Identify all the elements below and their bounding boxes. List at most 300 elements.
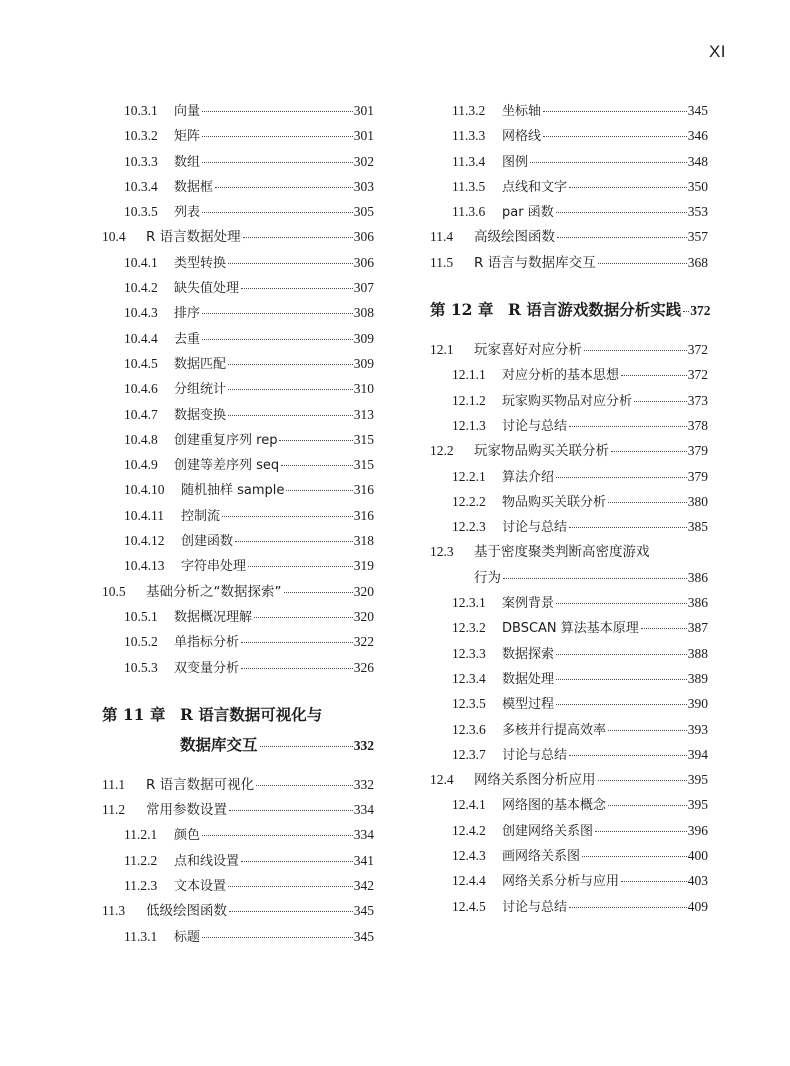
toc-entry-page: 350	[687, 178, 708, 194]
toc-entry-page: 387	[687, 620, 708, 636]
toc-leader-dots	[286, 490, 352, 491]
toc-leader-dots	[202, 313, 353, 314]
toc-subsection-entry	[430, 174, 708, 199]
toc-entry-title: 创建等差序列 seq	[174, 458, 280, 474]
toc-subsection-entry	[430, 98, 708, 123]
toc-leader-dots	[556, 679, 687, 680]
toc-entry-title: 画网络关系图	[502, 849, 581, 865]
toc-entry-number: 12.3.6	[452, 721, 486, 737]
toc-entry-title: 字符串处理	[181, 559, 247, 575]
toc-leader-dots	[228, 415, 353, 416]
toc-entry-number: 10.4.7	[124, 406, 158, 422]
toc-leader-dots	[569, 426, 687, 427]
toc-entry-page: 389	[687, 670, 708, 686]
toc-entry-title: 玩家购买物品对应分析	[502, 393, 633, 409]
toc-subsection-entry	[102, 250, 374, 275]
toc-entry-title: R 语言数据可视化与	[180, 704, 323, 724]
toc-entry-title: 讨论与总结	[502, 899, 568, 915]
toc-leader-dots	[556, 654, 687, 655]
toc-subsection-entry	[102, 149, 374, 174]
toc-entry-title: 双变量分析	[174, 660, 240, 676]
toc-entry-title: 随机抽样 sample	[181, 483, 285, 499]
toc-entry-page: 357	[687, 229, 708, 245]
toc-entry-page: 318	[353, 533, 374, 549]
toc-entry-page: 301	[353, 103, 374, 118]
toc-entry-page: 393	[687, 721, 708, 737]
toc-entry-title: 基础分析之“数据探索”	[146, 583, 282, 600]
toc-entry-title: 数组	[174, 154, 201, 170]
toc-entry-title: 创建函数	[181, 534, 234, 550]
toc-entry-title: 数据变换	[174, 407, 227, 423]
toc-section-entry	[102, 898, 374, 923]
toc-section-entry	[430, 565, 708, 590]
toc-entry-title: 数据处理	[502, 671, 555, 687]
toc-entry-number: 12.2	[430, 443, 454, 459]
toc-entry-number: 11.3.2	[452, 103, 486, 118]
toc-entry-title: DBSCAN 算法基本原理	[502, 621, 639, 637]
toc-entry-title: 数据概况理解	[174, 609, 253, 625]
toc-entry-page: 372	[687, 342, 708, 358]
toc-entry-number: 10.4.12	[124, 533, 165, 549]
toc-entry-title: 基于密度聚类判断高密度游戏	[474, 544, 650, 561]
toc-subsection-entry	[430, 641, 708, 666]
toc-subsection-entry	[430, 464, 708, 489]
toc-entry-number: 10.3.4	[124, 178, 158, 194]
toc-subsection-entry	[102, 848, 374, 873]
toc-entry-number: 10.3.3	[124, 153, 158, 169]
toc-leader-dots	[683, 311, 689, 312]
toc-leader-dots	[202, 835, 353, 836]
toc-entry-number: 11.2	[102, 802, 126, 818]
toc-entry-page: 332	[353, 737, 374, 753]
toc-entry-page: 320	[353, 583, 374, 599]
toc-entry-page: 345	[687, 103, 708, 118]
toc-leader-dots	[569, 527, 687, 528]
toc-leader-dots	[202, 136, 353, 137]
toc-leader-dots	[641, 628, 687, 629]
toc-entry-title: 分组统计	[174, 382, 227, 398]
toc-entry-page: 395	[687, 772, 708, 788]
toc-entry-page: 309	[353, 355, 374, 371]
toc-subsection-entry	[102, 924, 374, 949]
toc-entry-title: R 语言数据可视化	[146, 776, 255, 793]
toc-entry-page: 310	[353, 381, 374, 397]
toc-subsection-entry	[430, 590, 708, 615]
toc-subsection-entry	[430, 894, 708, 919]
toc-entry-page: 302	[353, 153, 374, 169]
toc-leader-dots	[260, 746, 353, 747]
toc-entry-number: 12.4.2	[452, 822, 486, 838]
toc-section-entry	[430, 224, 708, 249]
toc-leader-dots	[254, 617, 353, 618]
toc-entry-page: 385	[687, 519, 708, 535]
toc-entry-page: 396	[687, 822, 708, 838]
toc-leader-dots	[229, 911, 353, 912]
toc-leader-dots	[248, 566, 353, 567]
toc-entry-number: 11.2.3	[124, 878, 158, 894]
toc-entry-title: 低级绘图函数	[146, 903, 227, 920]
toc-subsection-entry	[430, 514, 708, 539]
toc-leader-dots	[202, 162, 353, 163]
toc-entry-number: 12.4.4	[452, 873, 486, 889]
toc-section-entry	[430, 767, 708, 792]
toc-entry-number: 11.3.5	[452, 178, 486, 194]
toc-leader-dots	[608, 805, 687, 806]
toc-entry-number: 10.3.1	[124, 103, 158, 118]
toc-entry-page: 372	[687, 367, 708, 383]
toc-entry-title: par 函数	[502, 205, 554, 221]
toc-entry-number: 10.3.5	[124, 204, 158, 220]
toc-entry-page: 388	[687, 645, 708, 661]
toc-entry-number: 10.4.3	[124, 305, 158, 321]
toc-leader-dots	[543, 111, 687, 112]
toc-subsection-entry	[430, 666, 708, 691]
toc-entry-number: 12.2.2	[452, 493, 486, 509]
toc-section-entry	[430, 438, 708, 463]
toc-entry-number: 10.4.4	[124, 330, 158, 346]
toc-entry-number: 10.4.8	[124, 431, 158, 447]
toc-entry-number: 10.4.6	[124, 381, 158, 397]
toc-entry-number: 10.5	[102, 583, 126, 599]
toc-leader-dots	[243, 237, 353, 238]
toc-entry-number: 10.5.3	[124, 659, 158, 675]
toc-subsection-entry	[102, 528, 374, 553]
toc-leader-dots	[279, 440, 352, 441]
toc-entry-page: 345	[353, 928, 374, 944]
toc-entry-number: 12.1.1	[452, 367, 486, 383]
toc-leader-dots	[241, 642, 353, 643]
toc-entry-title: 数据库交互	[180, 734, 258, 754]
toc-entry-page: 409	[687, 898, 708, 914]
toc-leader-dots	[556, 603, 687, 604]
toc-entry-number: 10.4	[102, 229, 126, 245]
toc-leader-dots	[228, 886, 353, 887]
toc-entry-number: 第 12 章	[430, 300, 494, 320]
toc-subsection-entry	[430, 792, 708, 817]
toc-subsection-entry	[102, 326, 374, 351]
toc-leader-dots	[556, 212, 687, 213]
toc-subsection-entry	[102, 629, 374, 654]
toc-subsection-entry	[102, 655, 374, 680]
toc-entry-title: 玩家喜好对应分析	[474, 342, 582, 359]
toc-entry-title: 文本设置	[174, 879, 227, 895]
toc-entry-page: 306	[353, 229, 374, 245]
toc-leader-dots	[228, 263, 353, 264]
toc-entry-number: 10.4.13	[124, 558, 165, 574]
toc-entry-page: 386	[687, 595, 708, 611]
toc-entry-page: 400	[687, 848, 708, 864]
toc-entry-page: 313	[353, 406, 374, 422]
toc-entry-number: 11.3.3	[452, 128, 486, 144]
toc-entry-page: 348	[687, 153, 708, 169]
toc-entry-title: 网格线	[502, 129, 542, 145]
toc-entry-number: 11.3	[102, 903, 126, 919]
toc-entry-title: 去重	[174, 331, 201, 347]
toc-leader-dots	[235, 541, 353, 542]
toc-leader-dots	[202, 212, 353, 213]
toc-entry-page: 319	[353, 558, 374, 574]
toc-entry-page: 320	[353, 608, 374, 624]
toc-entry-number: 11.3.4	[452, 153, 486, 169]
toc-leader-dots	[241, 668, 353, 669]
toc-subsection-entry	[430, 123, 708, 148]
toc-subsection-entry	[430, 742, 708, 767]
toc-section-entry	[430, 337, 708, 362]
toc-entry-page: 306	[353, 254, 374, 270]
toc-entry-number: 12.2.1	[452, 468, 486, 484]
toc-entry-title: 数据探索	[502, 646, 555, 662]
toc-subsection-entry	[102, 553, 374, 578]
toc-entry-title: 点和线设置	[174, 853, 240, 869]
toc-subsection-entry	[430, 818, 708, 843]
toc-right-column	[430, 98, 711, 919]
toc-section-entry	[102, 772, 374, 797]
toc-subsection-entry	[102, 123, 374, 148]
toc-subsection-entry	[102, 873, 374, 898]
toc-subsection-entry	[102, 199, 374, 224]
toc-leader-dots	[215, 187, 353, 188]
toc-entry-number: 12.4.3	[452, 848, 486, 864]
toc-entry-title: 网络关系分析与应用	[502, 874, 620, 890]
toc-entry-number: 12.3.3	[452, 645, 486, 661]
toc-entry-title: 创建网络关系图	[502, 823, 594, 839]
toc-entry-title: 讨论与总结	[502, 520, 568, 536]
toc-entry-number: 10.4.10	[124, 482, 165, 498]
toc-entry-title: 物品购买关联分析	[502, 494, 607, 510]
toc-entry-title: 数据框	[174, 179, 214, 195]
toc-subsection-entry	[102, 275, 374, 300]
toc-entry-title: 模型过程	[502, 697, 555, 713]
toc-entry-number: 11.2.2	[124, 852, 158, 868]
toc-entry-title: 案例背景	[502, 596, 555, 612]
toc-entry-page: 316	[353, 507, 374, 523]
toc-entry-title: 对应分析的基本思想	[502, 368, 620, 384]
toc-subsection-entry	[102, 503, 374, 528]
toc-leader-dots	[598, 263, 687, 264]
toc-entry-page: 334	[353, 827, 374, 843]
toc-entry-page: 386	[687, 569, 708, 585]
toc-leader-dots	[569, 755, 687, 756]
toc-subsection-entry	[102, 300, 374, 325]
toc-entry-page: 309	[353, 330, 374, 346]
toc-entry-number: 12.4	[430, 772, 454, 788]
toc-entry-title: 坐标轴	[502, 104, 542, 119]
toc-leader-dots	[556, 704, 687, 705]
toc-section-entry	[430, 250, 708, 275]
toc-entry-number: 11.3.1	[124, 928, 158, 944]
toc-leader-dots	[634, 401, 687, 402]
toc-entry-title: R 语言与数据库交互	[474, 254, 596, 271]
toc-leader-dots	[557, 237, 687, 238]
toc-entry-number: 12.3.5	[452, 696, 486, 712]
toc-entry-page: 380	[687, 493, 708, 509]
toc-leader-dots	[621, 375, 687, 376]
toc-leader-dots	[598, 780, 687, 781]
toc-leader-dots	[241, 861, 353, 862]
toc-entry-title: 颜色	[174, 828, 201, 844]
toc-entry-title: 矩阵	[174, 129, 201, 145]
toc-subsection-entry	[102, 351, 374, 376]
toc-subsection-entry	[102, 174, 374, 199]
toc-leader-dots	[228, 364, 353, 365]
toc-chapter-entry	[102, 700, 374, 730]
toc-entry-page: 305	[353, 204, 374, 220]
toc-leader-dots	[202, 937, 353, 938]
toc-entry-number: 12.1.3	[452, 417, 486, 433]
toc-entry-page: 308	[353, 305, 374, 321]
toc-entry-number: 10.5.1	[124, 608, 158, 624]
toc-entry-title: 缺失值处理	[174, 281, 240, 297]
toc-entry-title: 玩家物品购买关联分析	[474, 443, 609, 460]
toc-leader-dots	[228, 389, 353, 390]
toc-entry-page: 394	[687, 746, 708, 762]
toc-leader-dots	[582, 856, 687, 857]
toc-subsection-entry	[430, 413, 708, 438]
toc-entry-page: 341	[353, 852, 374, 868]
page-number: XI	[708, 42, 726, 61]
toc-entry-number: 10.4.1	[124, 254, 158, 270]
toc-leader-dots	[608, 502, 687, 503]
toc-subsection-entry	[430, 388, 708, 413]
toc-entry-page: 315	[353, 457, 374, 473]
toc-subsection-entry	[430, 717, 708, 742]
toc-entry-number: 11.1	[102, 776, 126, 792]
toc-subsection-entry	[430, 149, 708, 174]
toc-leader-dots	[222, 516, 353, 517]
toc-subsection-entry	[102, 376, 374, 401]
toc-entry-page: 326	[353, 659, 374, 675]
toc-entry-number: 10.4.2	[124, 280, 158, 296]
toc-leader-dots	[611, 451, 687, 452]
toc-entry-number: 12.3.4	[452, 670, 486, 686]
toc-entry-title: 讨论与总结	[502, 747, 568, 763]
toc-entry-number: 12.3	[430, 544, 454, 560]
toc-entry-title: 创建重复序列 rep	[174, 432, 278, 448]
toc-entry-title: 图例	[502, 154, 529, 170]
toc-subsection-entry	[430, 362, 708, 387]
toc-entry-page: 379	[687, 443, 708, 459]
toc-entry-title: 算法介绍	[502, 469, 555, 485]
toc-entry-title: 点线和文字	[502, 179, 568, 195]
toc-entry-page: 395	[687, 797, 708, 813]
toc-entry-title: 单指标分析	[174, 635, 240, 651]
toc-entry-title: 列表	[174, 205, 201, 221]
toc-subsection-entry	[430, 843, 708, 868]
toc-leader-dots	[595, 831, 687, 832]
toc-leader-dots	[569, 187, 687, 188]
toc-leader-dots	[503, 578, 687, 579]
toc-subsection-entry	[430, 615, 708, 640]
toc-leader-dots	[256, 785, 353, 786]
toc-leader-dots	[229, 810, 353, 811]
toc-entry-title: R 语言游戏数据分析实践	[508, 300, 682, 320]
toc-entry-page: 322	[353, 634, 374, 650]
toc-subsection-entry	[102, 604, 374, 629]
toc-subsection-entry	[102, 452, 374, 477]
toc-leader-dots	[202, 339, 353, 340]
toc-entry-page: 303	[353, 178, 374, 194]
toc-entry-title: 类型转换	[174, 255, 227, 271]
toc-entry-title: 多核并行提高效率	[502, 722, 607, 738]
toc-entry-number: 11.3.6	[452, 204, 486, 220]
toc-leader-dots	[281, 465, 353, 466]
toc-leader-dots	[530, 162, 687, 163]
toc-subsection-entry	[430, 691, 708, 716]
toc-leader-dots	[543, 136, 687, 137]
toc-entry-number: 12.3.7	[452, 746, 486, 762]
toc-entry-number: 12.4.1	[452, 797, 486, 813]
toc-entry-page: 316	[353, 482, 374, 498]
toc-entry-page: 345	[353, 903, 374, 919]
toc-entry-title: 常用参数设置	[146, 802, 227, 819]
toc-leader-dots	[241, 288, 353, 289]
toc-subsection-entry	[102, 822, 374, 847]
toc-entry-title: 高级绘图函数	[474, 229, 555, 246]
toc-entry-title: 行为	[474, 569, 501, 586]
toc-entry-title: 排序	[174, 306, 201, 322]
toc-entry-number: 10.4.5	[124, 355, 158, 371]
toc-entry-page: 346	[687, 128, 708, 144]
toc-entry-page: 315	[353, 431, 374, 447]
toc-leader-dots	[608, 730, 687, 731]
toc-entry-page: 334	[353, 802, 374, 818]
toc-entry-number: 10.4.9	[124, 457, 158, 473]
toc-entry-number: 10.4.11	[124, 507, 164, 523]
toc-entry-page: 368	[687, 254, 708, 270]
toc-entry-title: R 语言数据处理	[146, 229, 241, 246]
toc-section-entry	[102, 224, 374, 249]
toc-entry-title: 网络关系图分析应用	[474, 772, 596, 789]
toc-entry-number: 12.2.3	[452, 519, 486, 535]
toc-subsection-entry	[430, 199, 708, 224]
toc-entry-page: 403	[687, 873, 708, 889]
toc-leader-dots	[584, 350, 687, 351]
toc-entry-title: 数据匹配	[174, 356, 227, 372]
toc-entry-title: 讨论与总结	[502, 418, 568, 434]
toc-entry-number: 12.1.2	[452, 392, 486, 408]
toc-entry-number: 11.2.1	[124, 827, 158, 843]
toc-entry-number: 11.5	[430, 254, 454, 270]
toc-entry-page: 390	[687, 696, 708, 712]
toc-entry-page: 301	[353, 128, 374, 144]
toc-subsection-entry	[430, 868, 708, 893]
toc-subsection-entry	[102, 427, 374, 452]
toc-entry-number: 12.1	[430, 342, 454, 358]
toc-entry-page: 307	[353, 280, 374, 296]
toc-entry-page: 373	[687, 392, 708, 408]
toc-entry-number: 10.3.2	[124, 128, 158, 144]
toc-entry-page: 372	[690, 303, 711, 319]
toc-section-entry	[102, 579, 374, 604]
toc-subsection-entry	[102, 98, 374, 123]
toc-entry-number: 12.3.2	[452, 620, 486, 636]
toc-subsection-entry	[102, 477, 374, 502]
toc-entry-title: 向量	[174, 104, 201, 119]
toc-entry-number: 第 11 章	[102, 704, 166, 724]
toc-entry-page: 332	[353, 776, 374, 792]
toc-chapter-entry	[102, 730, 374, 760]
toc-leader-dots	[556, 477, 687, 478]
toc-leader-dots	[284, 592, 353, 593]
toc-section-entry	[430, 539, 708, 564]
toc-leader-dots	[202, 111, 353, 112]
toc-leader-dots	[569, 907, 687, 908]
toc-subsection-entry	[430, 489, 708, 514]
toc-entry-number: 10.5.2	[124, 634, 158, 650]
toc-leader-dots	[621, 881, 687, 882]
toc-entry-page: 353	[687, 204, 708, 220]
toc-entry-page: 379	[687, 468, 708, 484]
